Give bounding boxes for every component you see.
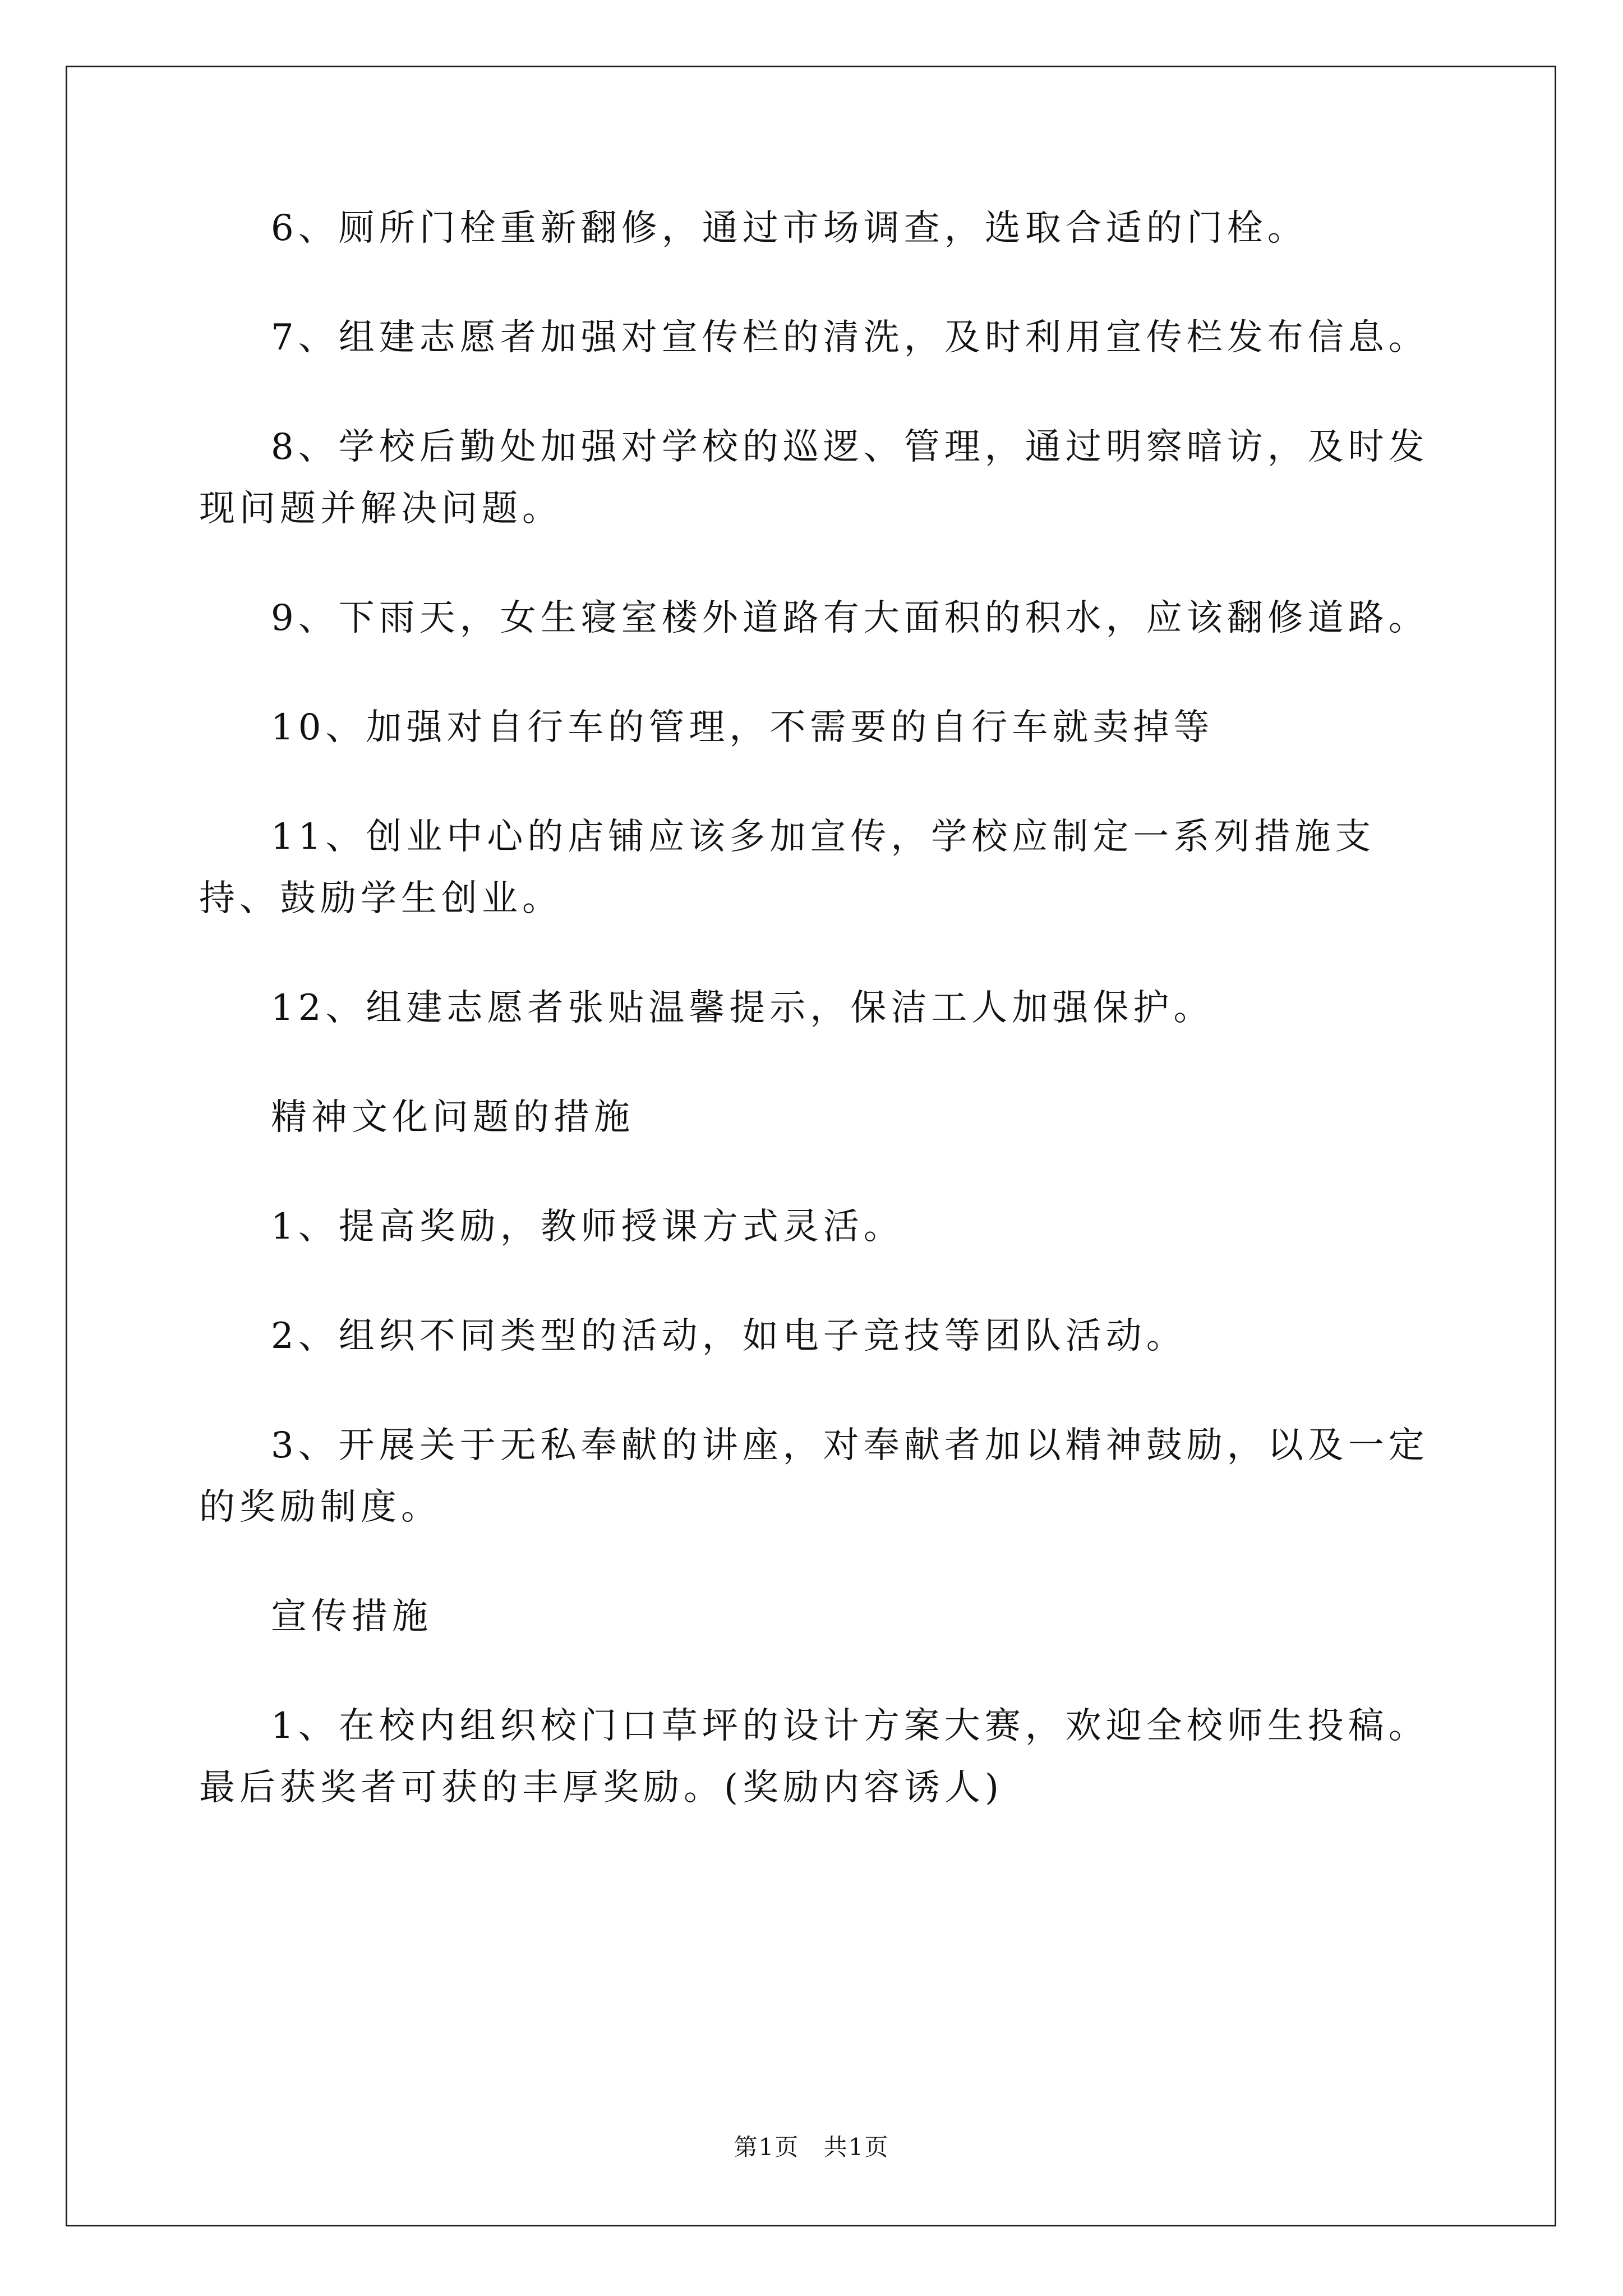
paragraph-9-road-repair: 9、下雨天，女生寝室楼外道路有大面积的积水，应该翻修道路。 bbox=[271, 597, 1429, 639]
paragraph-culture-3: 3、开展关于无私奉献的讲座，对奉献者加以精神鼓励，以及一定的奖励制度。 bbox=[199, 1425, 1429, 1528]
paragraph-publicity-1: 1、在校内组织校门口草坪的设计方案大赛，欢迎全校师生投稿。最后获奖者可获的丰厚奖励。(奖励内容诱人) bbox=[199, 1705, 1429, 1809]
page-total: 共1页 bbox=[823, 2133, 889, 2161]
paragraph-8-patrol: 8、学校后勤处加强对学校的巡逻、管理，通过明察暗访，及时发现问题并解决问题。 bbox=[199, 426, 1429, 530]
document-body bbox=[199, 197, 1433, 1866]
paragraph-12-reminders: 12、组建志愿者张贴温馨提示，保洁工人加强保护。 bbox=[271, 987, 1214, 1029]
paragraph-7-bulletin-board: 7、组建志愿者加强对宣传栏的清洗，及时利用宣传栏发布信息。 bbox=[271, 317, 1429, 358]
section-heading-publicity: 宣传措施 bbox=[271, 1596, 432, 1637]
section-heading-spiritual-culture: 精神文化问题的措施 bbox=[271, 1097, 634, 1138]
paragraph-culture-1: 1、提高奖励，教师授课方式灵活。 bbox=[271, 1206, 904, 1248]
paragraph-11-startup-center: 11、创业中心的店铺应该多加宣传，学校应制定一系列措施支持、鼓励学生创业。 bbox=[199, 816, 1376, 919]
paragraph-10-bicycles: 10、加强对自行车的管理，不需要的自行车就卖掉等 bbox=[271, 707, 1214, 748]
paragraph-culture-2: 2、组织不同类型的活动，如电子竞技等团队活动。 bbox=[271, 1315, 1187, 1357]
page-number: 第1页 bbox=[734, 2133, 800, 2161]
page-footer bbox=[0, 2129, 1623, 2162]
paragraph-6-toilet-latch: 6、厕所门栓重新翻修，通过市场调查，选取合适的门栓。 bbox=[271, 208, 1308, 249]
